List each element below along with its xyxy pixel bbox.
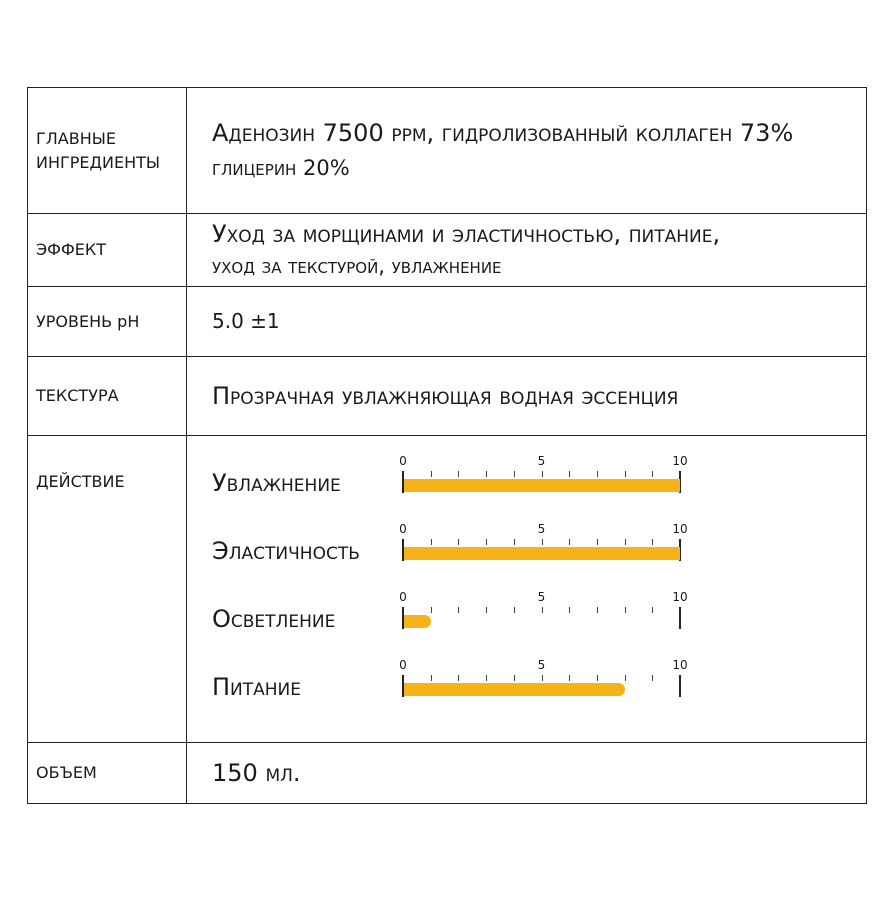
effect-line1: Уход за морщинами и эластичностью, питание, bbox=[212, 220, 721, 248]
tick-mark bbox=[486, 675, 487, 681]
tick-mark bbox=[542, 675, 543, 681]
tick-label: 10 bbox=[672, 590, 688, 604]
tick-label: 0 bbox=[399, 522, 407, 536]
tick-label: 0 bbox=[399, 658, 407, 672]
tick-mark bbox=[569, 471, 570, 477]
tick-mark bbox=[458, 607, 459, 613]
tick-mark bbox=[569, 607, 570, 613]
tick-mark bbox=[542, 539, 543, 545]
tick-label: 5 bbox=[537, 658, 546, 672]
tick-mark bbox=[597, 607, 598, 613]
volume-value: 150 мл. bbox=[187, 743, 867, 804]
action-chart bbox=[212, 648, 866, 716]
tick-mark bbox=[597, 539, 598, 545]
tick-label: 10 bbox=[672, 454, 688, 468]
tick-mark bbox=[597, 675, 598, 681]
tick-mark bbox=[514, 607, 515, 613]
label-volume: ОБЪЕМ bbox=[28, 743, 187, 804]
action-scale bbox=[399, 580, 688, 648]
tick-mark bbox=[486, 607, 487, 613]
tick-label: 5 bbox=[537, 454, 546, 468]
tick-label: 5 bbox=[537, 522, 546, 536]
tick-mark bbox=[458, 539, 459, 545]
tick-mark bbox=[625, 471, 626, 477]
tick-mark bbox=[625, 539, 626, 545]
tick-label: 10 bbox=[672, 522, 688, 536]
texture-value: Прозрачная увлажняющая водная эссенция bbox=[187, 357, 867, 436]
tick-mark bbox=[514, 675, 515, 681]
action-bar bbox=[404, 547, 680, 560]
action-scale bbox=[399, 512, 688, 580]
label-effect: ЭФФЕКТ bbox=[28, 214, 187, 287]
tick-mark bbox=[652, 607, 653, 613]
action-chart bbox=[212, 512, 866, 580]
tick-mark bbox=[514, 539, 515, 545]
action-scale bbox=[399, 648, 688, 716]
label-ingredients: ГЛАВНЫЕ ИНГРЕДИЕНТЫ bbox=[28, 88, 187, 214]
tick-mark bbox=[458, 675, 459, 681]
tick-mark bbox=[569, 675, 570, 681]
scale-end-mark bbox=[679, 607, 681, 629]
tick-mark bbox=[486, 471, 487, 477]
action-scale bbox=[399, 444, 688, 512]
tick-mark bbox=[486, 539, 487, 545]
ph-value: 5.0 ±1 bbox=[187, 287, 867, 357]
action-bar bbox=[404, 479, 680, 492]
effect-line2: уход за текстурой, увлажнение bbox=[212, 254, 502, 278]
tick-mark bbox=[542, 471, 543, 477]
tick-mark bbox=[431, 471, 432, 477]
label-texture: ТЕКСТУРА bbox=[28, 357, 187, 436]
tick-mark bbox=[652, 471, 653, 477]
action-label: Эластичность bbox=[212, 537, 360, 565]
scale-end-mark bbox=[679, 675, 681, 697]
tick-mark bbox=[625, 607, 626, 613]
tick-label: 0 bbox=[399, 454, 407, 468]
action-chart bbox=[212, 580, 866, 648]
tick-mark bbox=[652, 675, 653, 681]
label-action: ДЕЙСТВИЕ bbox=[28, 436, 187, 743]
tick-mark bbox=[542, 607, 543, 613]
action-charts bbox=[212, 444, 866, 716]
action-bar bbox=[404, 615, 431, 628]
tick-label: 0 bbox=[399, 590, 407, 604]
label-ph: УРОВЕНЬ pH bbox=[28, 287, 187, 357]
ingredients-line2: глицерин 20% bbox=[212, 155, 350, 180]
tick-mark bbox=[431, 539, 432, 545]
tick-mark bbox=[597, 471, 598, 477]
tick-mark bbox=[431, 675, 432, 681]
action-chart bbox=[212, 444, 866, 512]
tick-mark bbox=[569, 539, 570, 545]
action-label: Увлажнение bbox=[212, 469, 341, 497]
tick-mark bbox=[514, 471, 515, 477]
action-label: Питание bbox=[212, 673, 302, 701]
ingredients-line1: Аденозин 7500 ppm, гидролизованный коллаген 73% bbox=[212, 118, 794, 147]
tick-label: 10 bbox=[672, 658, 688, 672]
tick-label: 5 bbox=[537, 590, 546, 604]
tick-mark bbox=[431, 607, 432, 613]
action-label: Осветление bbox=[212, 605, 336, 633]
product-spec-table bbox=[27, 87, 867, 804]
tick-mark bbox=[652, 539, 653, 545]
tick-mark bbox=[458, 471, 459, 477]
action-bar bbox=[404, 683, 625, 696]
tick-mark bbox=[625, 675, 626, 681]
